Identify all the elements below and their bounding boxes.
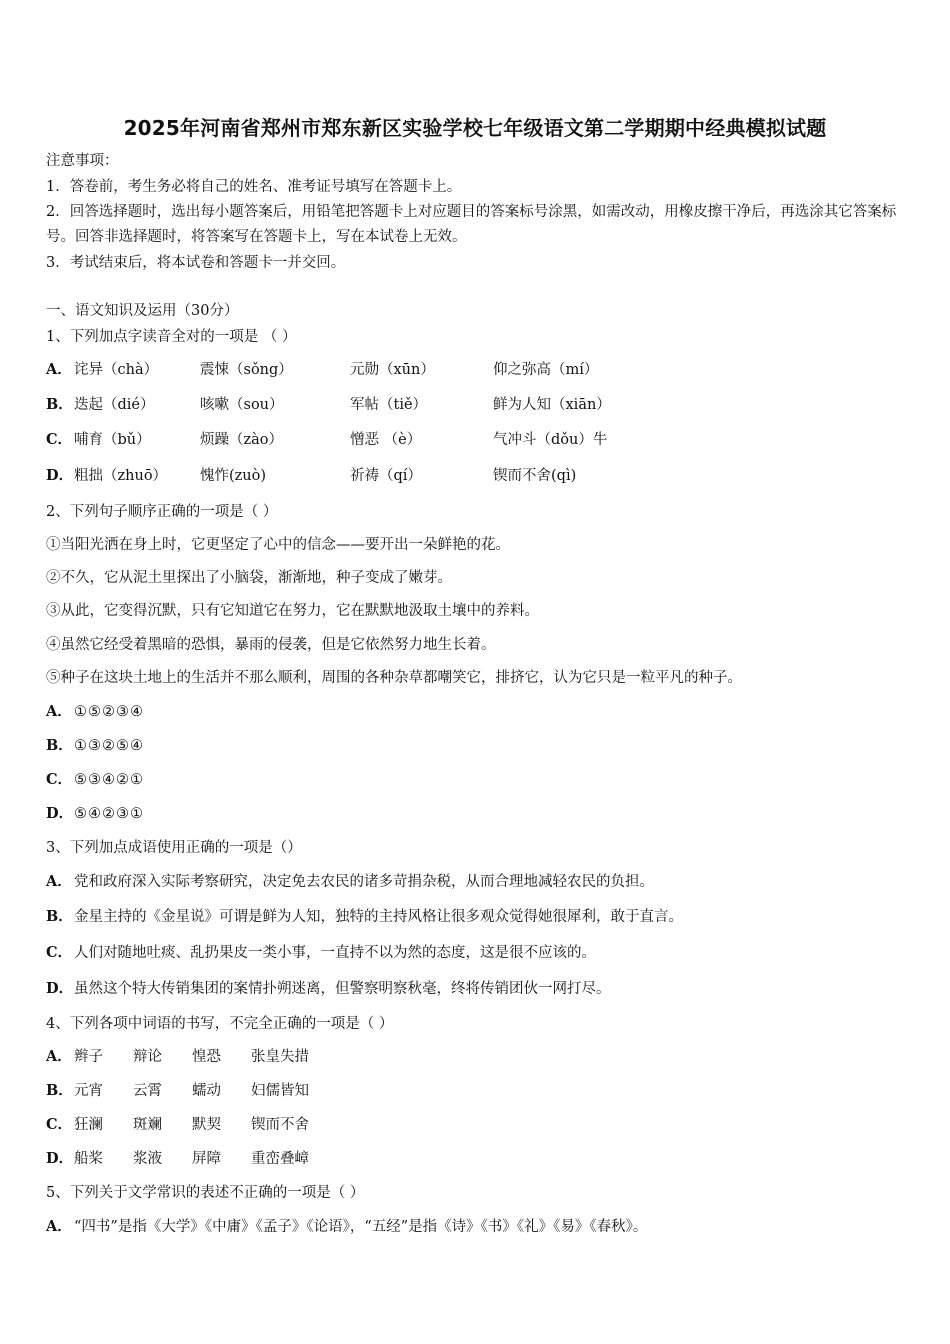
option-word: 张皇失措 [251,1049,309,1065]
question-2-option-b [46,737,144,755]
question-3-option-c [46,944,596,962]
option-label: A． [46,1048,72,1065]
option-label: D． [46,1150,74,1167]
question-3-option-d [46,980,611,998]
option-label: D． [46,805,74,822]
option-text: ①③②⑤④ [74,738,144,754]
option-cell: 哺育（bǔ） [74,432,151,448]
option-word: 浆液 [133,1151,162,1167]
sentence-2: ②不久，它从泥土里探出了小脑袋，渐渐地，种子变成了嫩芽。 [46,570,452,586]
option-text: 人们对随地吐痰、乱扔果皮一类小事，一直持不以为然的态度，这是很不应该的。 [74,945,596,961]
option-cell: 咳嗽（sou） [200,397,284,413]
question-1-stem: 1、下列加点字读音全对的一项是 （ ） [46,329,297,345]
option-word: 辫子 [74,1049,103,1065]
option-cell: 憎恶 （è） [350,432,422,448]
option-word: 默契 [192,1117,221,1133]
question-3-stem: 3、下列加点成语使用正确的一项是（） [46,840,302,856]
option-word: 斑斓 [133,1117,162,1133]
option-cell: 鲜为人知（xiān） [493,397,611,413]
option-label: C． [46,431,73,448]
question-5-stem: 5、下列关于文学常识的表述不正确的一项是（ ） [46,1185,365,1201]
option-cell: 气冲斗（dǒu）牛 [493,432,608,448]
option-text: 金星主持的《金星说》可谓是鲜为人知，独特的主持风格让很多观众觉得她很犀利，敢于直言。 [74,909,683,925]
notice-item-1: 1．答卷前，考生务必将自己的姓名、准考证号填写在答题卡上。 [46,179,462,195]
option-word: 船桨 [74,1151,103,1167]
option-cell: 锲而不舍(qì) [493,468,577,484]
option-cell: 祈祷（qí） [350,468,422,484]
option-word: 惶恐 [192,1049,221,1065]
option-cell: 震悚（sǒng） [200,362,293,378]
question-5-option-a [46,1218,647,1236]
sentence-1: ①当阳光洒在身上时，它更坚定了心中的信念——要开出一朵鲜艳的花。 [46,537,510,553]
option-word: 狂澜 [74,1117,103,1133]
option-label: B． [46,908,73,925]
question-2-option-c [46,771,144,789]
sentence-5: ⑤种子在这块土地上的生活并不那么顺利，周围的各种杂草都嘲笑它，排挤它，认为它只是一粒平凡的种子。 [46,670,742,686]
option-label: A． [46,703,72,720]
sentence-3: ③从此，它变得沉默，只有它知道它在努力，它在默默地汲取土壤中的养料。 [46,603,539,619]
option-label: B． [46,1082,73,1099]
option-cell: 粗拙（zhuō） [74,468,168,484]
question-3-option-a [46,873,654,891]
option-cell: 迭起（dié） [74,397,155,413]
option-text: 党和政府深入实际考察研究，决定免去农民的诸多苛捐杂税，从而合理地减轻农民的负担。 [74,874,654,890]
question-2-option-d [46,805,144,823]
option-word: 元宵 [74,1083,103,1099]
option-word: 辩论 [133,1049,162,1065]
sentence-4: ④虽然它经受着黑暗的恐惧，暴雨的侵袭，但是它依然努力地生长着。 [46,637,496,653]
option-label: A． [46,361,72,378]
option-text: “四书”是指《大学》《中庸》《孟子》《论语》，“五经”是指《诗》《书》《礼》《易》《春秋》。 [74,1219,648,1235]
option-cell: 诧异（chà） [74,362,159,378]
section-heading: 一、语文知识及运用（30分） [46,303,239,319]
option-label: D． [46,980,74,997]
option-label: B． [46,396,73,413]
notice-heading: 注意事项： [46,153,119,169]
page-title: 2025年河南省郑州市郑东新区实验学校七年级语文第二学期期中经典模拟试题 [123,116,827,140]
option-word: 妇儒皆知 [251,1083,309,1099]
option-word: 锲而不舍 [251,1117,309,1133]
option-cell: 军帖（tiě） [350,397,428,413]
option-label: D． [46,467,74,484]
option-word: 重峦叠嶂 [251,1151,309,1167]
question-2-stem: 2、下列句子顺序正确的一项是（ ） [46,504,278,520]
option-word: 云霄 [133,1083,162,1099]
option-text: 虽然这个特大传销集团的案情扑朔迷离，但警察明察秋毫，终将传销团伙一网打尽。 [74,981,611,997]
option-label: C． [46,1116,73,1133]
option-word: 屏障 [192,1151,221,1167]
option-text: ①⑤②③④ [74,704,144,720]
notice-item-3: 3．考试结束后，将本试卷和答题卡一并交回。 [46,255,346,271]
question-2-option-a [46,703,144,721]
question-4-stem: 4、下列各项中词语的书写，不完全正确的一项是（ ） [46,1016,394,1032]
option-text: ⑤④②③① [74,806,144,822]
option-cell: 烦躁（zào） [200,432,284,448]
option-label: C． [46,944,73,961]
option-label: A． [46,1218,72,1235]
option-cell: 仰之弥高（mí） [493,362,599,378]
option-cell: 愧怍(zuò) [200,468,267,484]
option-label: A． [46,873,72,890]
option-cell: 元勋（xūn） [350,362,435,378]
option-label: B． [46,737,73,754]
option-label: C． [46,771,73,788]
option-word: 蠕动 [192,1083,221,1099]
notice-item-2: 2．回答选择题时，选出每小题答案后，用铅笔把答题卡上对应题目的答案标号涂黑，如需改动，用橡皮擦干净后，再选涂其它答案标号。回答非选择题时，将答案写在答题卡上，写在本试卷上无效。 [46,204,897,245]
question-3-option-b [46,908,683,926]
option-text: ⑤③④②① [74,772,144,788]
